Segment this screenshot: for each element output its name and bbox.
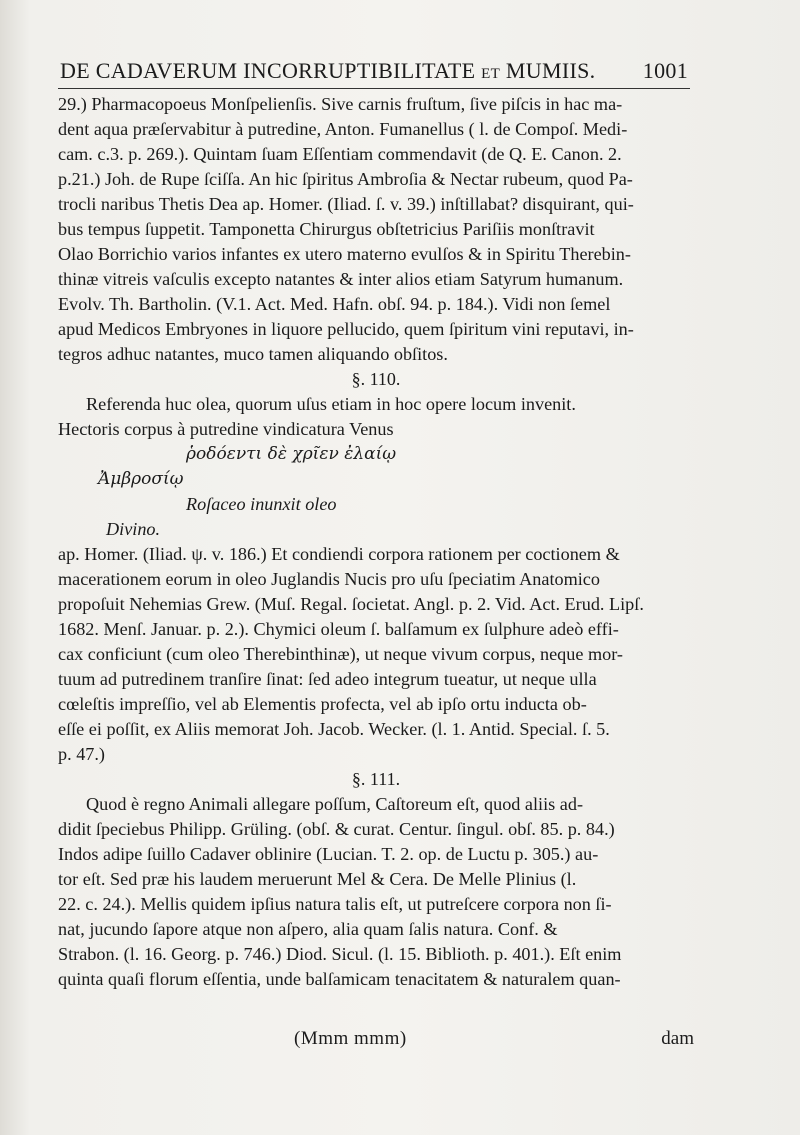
text-line: cam. c.3. p. 269.). Quintam ſuam Eſſentiam commendavit (de Q. E. Canon. 2. [58, 144, 622, 164]
text-line: thinæ vitreis vaſculis excepto natantes & inter alios etiam Satyrum humanum. [58, 269, 624, 289]
catchword: dam [661, 1028, 694, 1049]
header-rule [58, 88, 690, 89]
text-line: tor eſt. Sed præ his laudem meruerunt Mel & Cera. De Melle Plinius (l. [58, 869, 577, 889]
header-et: ET [481, 66, 501, 82]
text-line: Indos adipe ſuillo Cadaver oblinire (Lucian. T. 2. op. de Luctu p. 305.) au- [58, 844, 599, 864]
text-line: didit ſpeciebus Philipp. Grüling. (obſ. & curat. Centur. ſingul. obſ. 85. p. 84.) [58, 819, 615, 839]
text-line: tuum ad putredinem tranſire ſinat: ſed adeo integrum tueatur, ut neque ulla [58, 669, 597, 689]
text-line: nat, jucundo ſapore atque non aſpero, alia quam ſalis natura. Conf. & [58, 919, 558, 939]
text-line: macerationem eorum in oleo Juglandis Nucis pro uſu ſpeciatim Anatomico [58, 569, 600, 589]
page-number: 1001 [642, 58, 688, 83]
text-line: dent aqua præſervabitur à putredine, Anton. Fumanellus ( l. de Compoſ. Medi- [58, 119, 628, 139]
latin-verse-line: Roſaceo inunxit oleo [186, 494, 337, 514]
header-title-end: MUMIIS. [505, 58, 596, 83]
text-line: eſſe ei poſſit, ex Aliis memorat Joh. Jacob. Wecker. (l. 1. Antid. Special. ſ. 5. [58, 719, 610, 739]
text-line: Hectoris corpus à putredine vindicatura Venus [58, 419, 394, 439]
text-line: cax conficiunt (cum oleo Therebinthinæ), ut neque vivum corpus, neque mor- [58, 644, 623, 664]
text-line: 29.) Pharmacopoeus Monſpelienſis. Sive carnis fruſtum, ſive piſcis in hac ma- [58, 94, 623, 114]
header-title: DE CADAVERUM INCORRUPTIBILITATE [60, 58, 476, 83]
text-body [58, 92, 694, 992]
greek-verse-line: ῥοδόεντι δὲ χρῖεν ἐλαίῳ [186, 444, 397, 464]
text-line: bus tempus ſuppetit. Tamponetta Chirurgus obſtetricius Pariſiis monſtravit [58, 219, 595, 239]
running-header [60, 58, 688, 84]
signature-mark: (Mmm mmm) [294, 1028, 407, 1049]
text-line: Evolv. Th. Bartholin. (V.1. Act. Med. Hafn. obſ. 94. p. 184.). Vidi non ſemel [58, 294, 611, 314]
text-line: trocli naribus Thetis Dea ap. Homer. (Iliad. ſ. v. 39.) inſtillabat? disquirant, qui- [58, 194, 634, 214]
text-line: quinta quaſi florum eſſentia, unde balſamicam tenacitatem & naturalem quan- [58, 969, 621, 989]
text-line: cœleſtis impreſſio, vel ab Elementis profecta, vel ab ipſo ortu inducta ob- [58, 694, 587, 714]
text-line: Referenda huc olea, quorum uſus etiam in hoc opere locum invenit. [86, 394, 576, 414]
text-line: apud Medicos Embryones in liquore pellucido, quem ſpiritum vini reputavi, in- [58, 319, 634, 339]
text-line: Olao Borrichio varios infantes ex utero materno evulſos & in Spiritu Therebin- [58, 244, 631, 264]
text-line: propoſuit Nehemias Grew. (Muſ. Regal. ſocietat. Angl. p. 2. Vid. Act. Erud. Lipſ. [58, 594, 644, 614]
text-line: tegros adhuc natantes, muco tamen aliquando obſitos. [58, 344, 448, 364]
text-line: 1682. Menſ. Januar. p. 2.). Chymici oleum ſ. balſamum ex ſulphure adeò effi- [58, 619, 619, 639]
section-heading-111: §. 111. [351, 769, 401, 789]
latin-verse-line: Divino. [106, 519, 161, 539]
text-line: ap. Homer. (Iliad. ψ. v. 186.) Et condiendi corpora rationem per coctionem & [58, 544, 620, 564]
text-line: Strabon. (l. 16. Georg. p. 746.) Diod. Sicul. (l. 15. Biblioth. p. 401.). Eſt enim [58, 944, 622, 964]
text-line: Quod è regno Animali allegare poſſum, Caſtoreum eſt, quod aliis ad- [86, 794, 584, 814]
text-line: p.21.) Joh. de Rupe ſciſſa. An hic ſpiritus Ambroſia & Nectar rubeum, quod Pa- [58, 169, 633, 189]
greek-verse-line: Ἀμβροσίῳ [98, 469, 184, 489]
text-line: 22. c. 24.). Mellis quidem ipſius natura talis eſt, ut putreſcere corpora non ſi- [58, 894, 612, 914]
text-line: p. 47.) [58, 744, 105, 764]
section-heading-110: §. 110. [351, 369, 401, 389]
